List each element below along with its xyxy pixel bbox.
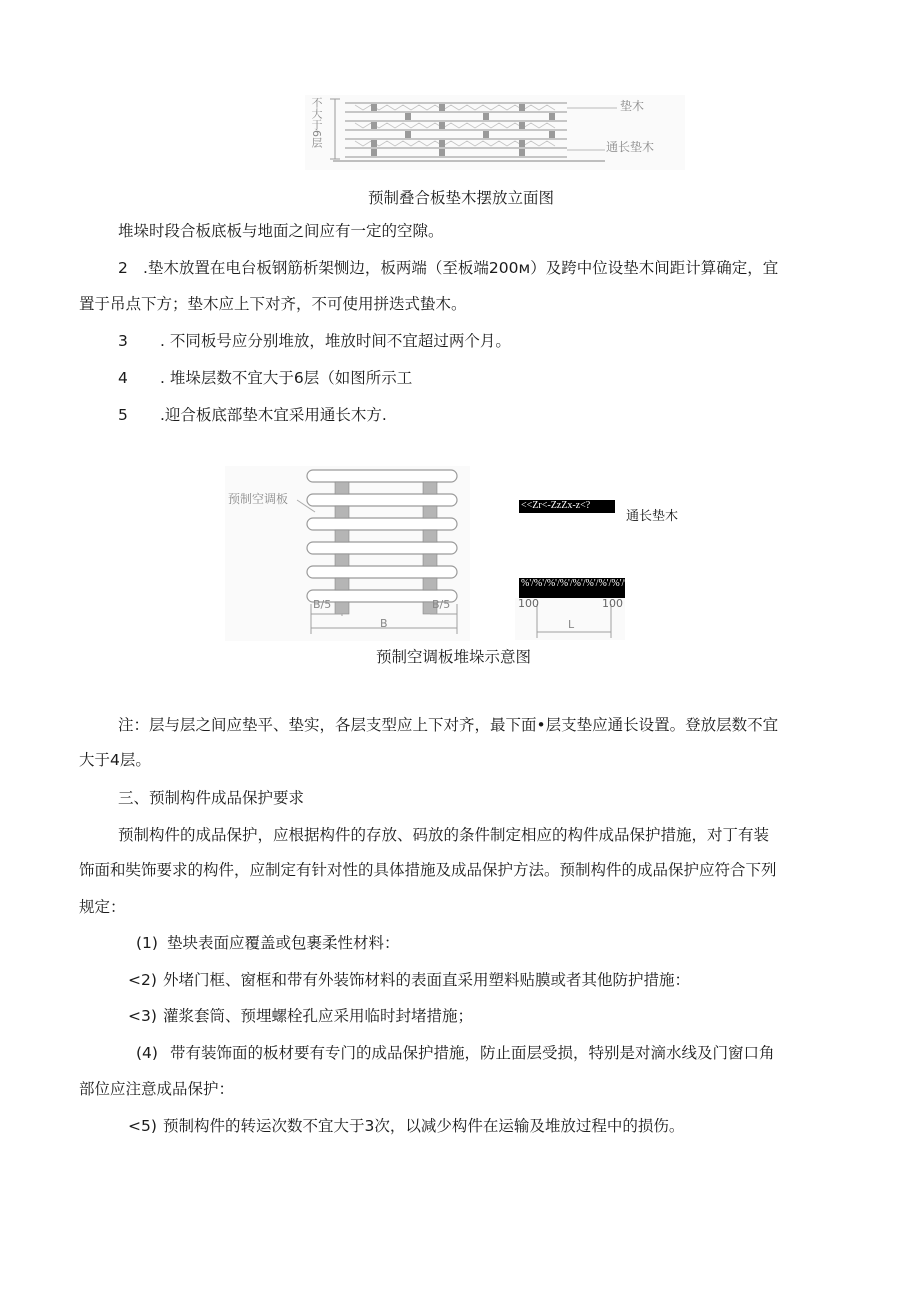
dim-b: B bbox=[380, 617, 388, 630]
rule3-text: 灌浆套筒、预埋螺栓孔应采用临时封堵措施； bbox=[163, 1007, 474, 1025]
item2-line2: 置于吊点下方；垫木应上下对齐，不可使用拼迭式蛰木。 bbox=[79, 295, 467, 313]
label-tongchang-dianmu-2: 通长垫木 bbox=[626, 508, 679, 523]
section3-title: 三、预制构件成品保护要求 bbox=[118, 789, 305, 807]
note-line2: 大于4层。 bbox=[79, 751, 151, 769]
item5-num: 5 bbox=[118, 406, 128, 424]
figure2-caption: 预制空调板堆垛示意图 bbox=[376, 648, 532, 666]
label-ac-panel: 预制空调板 bbox=[228, 492, 289, 506]
item2-num: 2 bbox=[118, 259, 128, 277]
item4-num: 4 bbox=[118, 369, 128, 387]
note-line1: 注：层与层之间应垫平、垫实，各层支型应上下对齐，最下面•层支垫应通长设置。登放层数不宜 bbox=[118, 716, 779, 734]
rule2-text: 外堵门框、窗框和带有外装饰材料的表面直采用塑料贴膜或者其他防护措施： bbox=[163, 971, 691, 989]
rule5-text: 预制构件的转运次数不宜大于3次，以减少构件在运输及堆放过程中的损伤。 bbox=[163, 1117, 685, 1135]
item5-text: .迎合板底部垫木宜采用通长木方. bbox=[160, 406, 387, 424]
section3-line3: 规定： bbox=[79, 898, 126, 916]
section3-line2: 饰面和奘饰要求的构件，应制定有针对性的具体措施及成品保护方法。预制构件的成品保护应符合下列 bbox=[79, 861, 777, 879]
garbled-label-2: %'/%'/%'/%'/%'/%'/%'/%'/%'/%'/%'/%' bbox=[519, 578, 625, 601]
label-dianmu: 垫木 bbox=[620, 99, 645, 113]
rule4-cont: 部位应注意成品保护： bbox=[79, 1080, 235, 1098]
dim-b5-right: B/5 bbox=[432, 598, 451, 611]
rule4-text: 带有装饰面的板材要有专门的成品保护措施，防止面层受损，特别是对滴水线及门窗口角 bbox=[170, 1044, 775, 1062]
para-gap: 堆垛时段合板底板与地面之间应有一定的空隙。 bbox=[118, 222, 444, 240]
item3-text: . 不同板号应分别堆放，堆放时间不宜超过两个月。 bbox=[160, 332, 511, 350]
rule4-num: (4) bbox=[136, 1044, 158, 1062]
rule3-num: <3) bbox=[128, 1007, 157, 1025]
garbled-label-1: <<Zr<-ZzZx-z<? bbox=[519, 500, 615, 513]
dim-100-right: 100 bbox=[602, 597, 623, 610]
dim-l: L bbox=[568, 618, 575, 631]
section3-line1: 预制构件的成品保护，应根据构件的存放、码放的条件制定相应的构件成品保护措施，对丁有装 bbox=[118, 826, 770, 844]
item4-text: . 堆垛层数不宜大于6层（如图所示工 bbox=[160, 369, 413, 387]
figure1-caption: 预制叠合板垫木摆放立面图 bbox=[368, 189, 555, 207]
vertical-label: 不大于6层 bbox=[310, 97, 323, 148]
dim-100-left: 100 bbox=[518, 597, 539, 610]
label-tongchang-dianmu: 通长垫木 bbox=[606, 140, 655, 154]
rule1-num: (1) bbox=[136, 934, 158, 952]
rule2-num: <2) bbox=[128, 971, 157, 989]
rule1-text: 垫块表面应覆盖或包裹柔性材料： bbox=[167, 934, 400, 952]
item3-num: 3 bbox=[118, 332, 128, 350]
item2-line1: .垫木放置在电台板钢筋析架恻边，板两端（至板端200м）及跨中位设垫木间距计算确定，宜 bbox=[143, 259, 779, 277]
dim-b5-left: B/5 bbox=[313, 598, 332, 611]
rule5-num: <5) bbox=[128, 1117, 157, 1135]
